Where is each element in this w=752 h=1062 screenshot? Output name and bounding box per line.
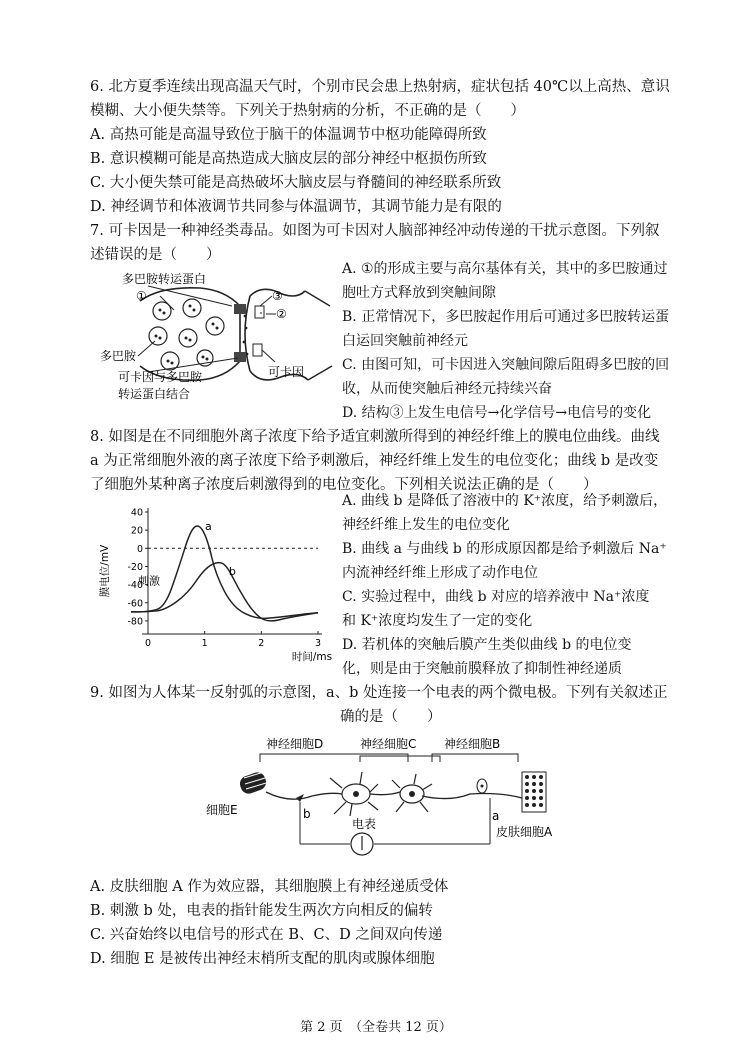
- neuron-b-body-icon: [477, 779, 487, 793]
- q8-option-c-line-2: 和 K⁺浓度均发生了一定的变化: [342, 613, 533, 629]
- y-tick-label: 20: [130, 525, 143, 537]
- y-tick-label: -80: [127, 616, 143, 628]
- q7-stem-line-1: 7. 可卡因是一种神经类毒品。如图为可卡因对人脑部神经冲动传递的干扰示意图。下列叙: [90, 223, 660, 239]
- y-tick-label: -20: [127, 561, 143, 573]
- q8-option-a-line-1: A. 曲线 b 是降低了溶液中的 K⁺浓度，给予刺激后，: [342, 493, 668, 509]
- label-cocaine-binding-2: 转运蛋白结合: [118, 387, 191, 401]
- x-tick-label: 2: [258, 638, 265, 649]
- series-a-label: a: [205, 519, 212, 533]
- x-tick-label: 1: [201, 638, 208, 649]
- q6-option-a: A. 高热可能是高温导致位于脑干的体温调节中枢功能障碍所致: [90, 127, 487, 143]
- q9-option-a: A. 皮肤细胞 A 作为效应器，其细胞膜上有神经递质受体: [90, 879, 449, 895]
- label-neuron-c: 神经细胞C: [360, 737, 417, 751]
- cell-e-icon: [238, 770, 269, 796]
- marker-2: ②: [276, 307, 287, 321]
- y-tick-label: 40: [130, 507, 143, 519]
- q8-option-a-line-2: 神经纤维上发生的电位变化: [342, 517, 510, 533]
- q6-stem-line-1: 6. 北方夏季连续出现高温天气时，个别市民会患上热射病，症状包括 40℃以上高热、意识: [90, 79, 670, 95]
- label-cocaine: 可卡因: [268, 365, 305, 379]
- q7-option-a-line-1: A. ①的形成主要与高尔基体有关，其中的多巴胺通过: [342, 261, 668, 277]
- q9-option-d: D. 细胞 E 是被传出神经末梢所支配的肌肉或腺体细胞: [90, 951, 435, 967]
- q7-option-b-line-2: 白运回突触前神经元: [342, 333, 468, 349]
- q9-stem-line-2: 确的是（ ）: [340, 709, 442, 725]
- marker-3: ③: [272, 289, 283, 303]
- q6-stem-line-2: 模糊、大小便失禁等。下列关于热射病的分析，不正确的是（ ）: [90, 103, 525, 119]
- label-point-b: b: [303, 807, 311, 821]
- label-skin-a: 皮肤细胞A: [496, 825, 553, 839]
- q7-option-d: D. 结构③上发生电信号→化学信号→电信号的变化: [342, 405, 652, 421]
- y-axis-label: 膜电位/mV: [99, 544, 111, 598]
- q7-option-c-line-2: 收，从而使突触后神经元持续兴奋: [342, 381, 552, 397]
- q9-option-b: B. 刺激 b 处，电表的指针能发生两次方向相反的偏转: [90, 903, 433, 919]
- membrane-potential-chart: [96, 502, 336, 662]
- label-neuron-b: 神经细胞B: [444, 737, 501, 751]
- q7-stem-line-2: 述错误的是（ ）: [90, 247, 221, 263]
- skin-cell-a-icon: [522, 772, 546, 812]
- q8-stem-line-2: a 为正常细胞外液的离子浓度下给予刺激后，神经纤维上发生的电位变化；曲线 b 是改变: [90, 453, 659, 469]
- q8-option-b-line-1: B. 曲线 a 与曲线 b 的形成原因都是给予刺激后 Na⁺: [342, 541, 667, 557]
- q6-option-c: C. 大小便失禁可能是高热破坏大脑皮层与脊髓间的神经联系所致: [90, 175, 502, 191]
- x-axis-label: 时间/ms: [291, 651, 333, 662]
- q8-option-b-line-2: 内流神经纤维上形成了动作电位: [342, 565, 538, 581]
- stimulus-label: 刺激: [138, 574, 160, 588]
- label-point-a: a: [492, 809, 500, 823]
- q7-option-b-line-1: B. 正常情况下，多巴胺起作用后可通过多巴胺转运蛋: [342, 309, 670, 325]
- q9-option-c: C. 兴奋始终以电信号的形式在 B、C、D 之间双向传递: [90, 927, 443, 943]
- y-tick-label: -40: [127, 580, 143, 592]
- q7-option-a-line-2: 胞吐方式释放到突触间隙: [342, 285, 496, 301]
- marker-1: ①: [136, 289, 147, 303]
- q6-option-d: D. 神经调节和体液调节共同参与体温调节，其调节能力是有限的: [90, 199, 502, 215]
- q7-option-c-line-1: C. 由图可知，可卡因进入突触间隙后阻碍多巴胺的回: [342, 357, 670, 373]
- reflex-arc-figure: [200, 732, 590, 862]
- q8-stem-line-1: 8. 如图是在不同细胞外离子浓度下给予适宜刺激所得到的神经纤维上的膜电位曲线。曲线: [90, 429, 660, 445]
- label-dopamine: 多巴胺: [100, 349, 137, 363]
- y-tick-label: 0: [136, 543, 143, 555]
- q6-option-b: B. 意识模糊可能是高热造成大脑皮层的部分神经中枢损伤所致: [90, 151, 487, 167]
- q8-option-c-line-1: C. 实验过程中，曲线 b 对应的培养液中 Na⁺浓度: [342, 589, 650, 605]
- label-neuron-d: 神经细胞D: [266, 737, 324, 751]
- page-footer: 第 2 页 （全卷共 12 页）: [300, 1020, 452, 1035]
- y-tick-label: -60: [127, 598, 143, 610]
- x-tick-label: 3: [314, 638, 322, 649]
- x-tick-label: 0: [144, 638, 152, 649]
- transporter-bottom: [234, 352, 246, 362]
- q9-stem-line-1: 9. 如图为人体某一反射弧的示意图，a、b 处连接一个电表的两个微电极。下列有关叙述正: [90, 685, 668, 701]
- label-meter: 电表: [352, 817, 377, 831]
- series-a-line: [131, 526, 318, 618]
- label-transporter: 多巴胺转运蛋白: [122, 272, 207, 286]
- synapse-figure: [100, 266, 340, 410]
- label-cell-e: 细胞E: [206, 803, 238, 817]
- transporter-top: [234, 304, 246, 314]
- label-cocaine-binding-1: 可卡因与多巴胺: [118, 370, 203, 384]
- q8-option-d-line-1: D. 若机体的突触后膜产生类似曲线 b 的电位变: [342, 637, 632, 653]
- q8-stem-line-3: 了细胞外某种离子浓度后刺激得到的电位变化。下列相关说法正确的是（ ）: [90, 477, 598, 493]
- q8-option-d-line-2: 化，则是由于突触前膜释放了抑制性神经递质: [342, 661, 622, 677]
- series-b-label: b: [228, 565, 236, 579]
